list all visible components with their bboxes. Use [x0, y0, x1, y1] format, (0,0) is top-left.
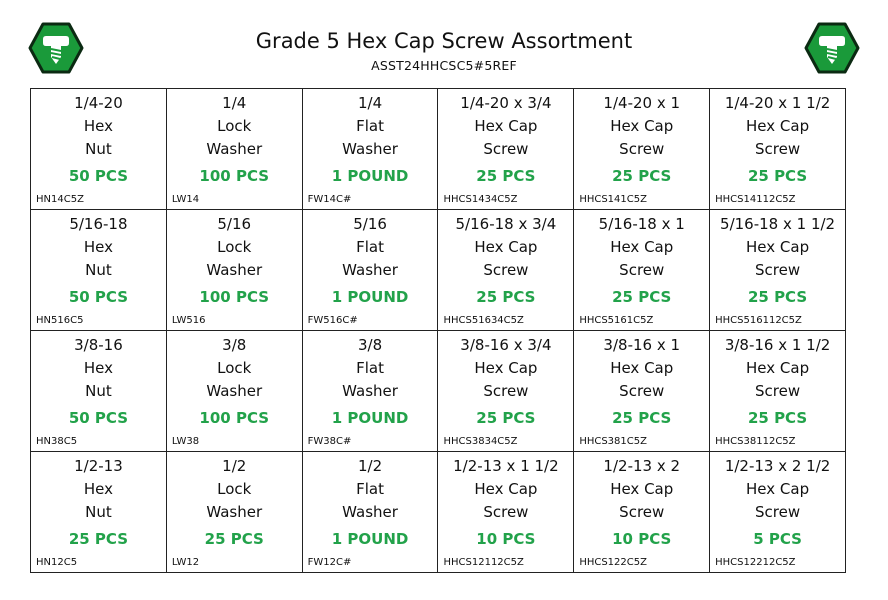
part-code: LW38 — [171, 436, 200, 447]
part-size: 1/2-13 x 2 1/2 — [724, 457, 831, 475]
part-type: Hex Cap — [610, 238, 674, 256]
part-quantity: 100 PCS — [199, 409, 270, 427]
compartment-cell — [574, 210, 710, 331]
part-type-secondary: Nut — [85, 503, 112, 521]
part-type: Flat — [356, 480, 384, 498]
table-row — [31, 89, 846, 210]
part-code: LW516 — [171, 315, 206, 326]
compartment-cell — [574, 452, 710, 573]
table-row — [31, 210, 846, 331]
part-type: Flat — [356, 238, 384, 256]
part-code: LW12 — [171, 557, 200, 568]
compartment-cell — [574, 89, 710, 210]
compartment-cell — [302, 331, 438, 452]
compartment-cell — [31, 452, 167, 573]
part-type: Hex Cap — [610, 359, 674, 377]
part-type: Hex Cap — [746, 359, 810, 377]
part-code: FW38C# — [307, 436, 352, 447]
part-quantity: 1 POUND — [331, 409, 409, 427]
part-size: 5/16-18 — [69, 215, 128, 233]
part-type-secondary: Screw — [619, 140, 665, 158]
table-row — [31, 331, 846, 452]
part-size: 1/2 — [222, 457, 247, 475]
part-type: Lock — [217, 117, 252, 135]
compartment-cell — [710, 452, 846, 573]
compartment — [438, 331, 573, 451]
part-code: HHCS38112C5Z — [715, 436, 796, 447]
part-code: HHCS122C5Z — [579, 557, 647, 568]
part-type: Hex — [83, 117, 113, 135]
compartment-cell — [302, 89, 438, 210]
part-size: 1/2-13 x 2 — [603, 457, 681, 475]
compartment — [167, 89, 302, 209]
compartment — [167, 331, 302, 451]
part-size: 5/16 — [353, 215, 387, 233]
part-quantity: 25 PCS — [68, 530, 128, 548]
part-code: FW516C# — [307, 315, 358, 326]
part-type: Flat — [356, 359, 384, 377]
compartment-cell — [302, 210, 438, 331]
part-quantity: 25 PCS — [476, 167, 536, 185]
compartment-cell — [710, 89, 846, 210]
table-row — [31, 452, 846, 573]
compartment — [167, 210, 302, 330]
part-quantity: 25 PCS — [747, 409, 808, 427]
part-type: Hex Cap — [610, 117, 674, 135]
part-size: 1/4-20 x 1 1/2 — [724, 94, 831, 112]
part-type-secondary: Washer — [206, 503, 263, 521]
compartment-cell — [438, 89, 574, 210]
part-type: Hex — [83, 480, 113, 498]
assortment-table — [30, 88, 846, 573]
part-type-secondary: Screw — [483, 503, 529, 521]
part-size: 1/4-20 x 3/4 — [460, 94, 552, 112]
part-quantity: 25 PCS — [612, 288, 672, 306]
part-type-secondary: Washer — [342, 503, 398, 521]
part-quantity: 25 PCS — [476, 409, 536, 427]
part-quantity: 25 PCS — [747, 167, 808, 185]
part-code: HHCS3834C5Z — [443, 436, 518, 447]
part-type-secondary: Screw — [755, 140, 801, 158]
part-quantity: 100 PCS — [199, 288, 270, 306]
compartment — [574, 89, 709, 209]
part-size: 3/8-16 — [74, 336, 123, 354]
part-code: FW14C# — [307, 194, 352, 205]
compartment — [574, 452, 709, 572]
compartment-cell — [302, 452, 438, 573]
part-code: HHCS516112C5Z — [715, 315, 802, 326]
part-quantity: 10 PCS — [476, 530, 536, 548]
part-size: 5/16-18 x 1 1/2 — [720, 215, 836, 233]
compartment-cell — [166, 452, 302, 573]
part-size: 3/8 — [358, 336, 383, 354]
part-type: Hex Cap — [746, 117, 810, 135]
page-title: Grade 5 Hex Cap Screw Assortment — [255, 29, 633, 53]
part-type-secondary: Screw — [755, 503, 801, 521]
part-size: 1/2-13 — [74, 457, 123, 475]
compartment — [710, 210, 845, 330]
compartment — [303, 89, 438, 209]
compartment — [31, 331, 166, 451]
compartment — [438, 210, 573, 330]
part-quantity: 100 PCS — [199, 167, 270, 185]
part-quantity: 25 PCS — [612, 409, 672, 427]
part-size: 5/16 — [217, 215, 252, 233]
part-type: Hex — [83, 238, 113, 256]
part-type-secondary: Nut — [85, 140, 112, 158]
compartment-cell — [438, 452, 574, 573]
compartment — [303, 331, 438, 451]
part-type-secondary: Screw — [483, 382, 529, 400]
compartment — [31, 89, 166, 209]
part-type: Lock — [217, 359, 252, 377]
part-code: HHCS141C5Z — [579, 194, 647, 205]
part-type: Hex Cap — [746, 480, 810, 498]
part-type: Flat — [356, 117, 384, 135]
compartment-cell — [166, 210, 302, 331]
part-quantity: 1 POUND — [331, 288, 409, 306]
part-type-secondary: Screw — [755, 382, 801, 400]
part-type-secondary: Screw — [619, 261, 665, 279]
part-quantity: 25 PCS — [747, 288, 808, 306]
compartment-cell — [166, 89, 302, 210]
part-code: HN38C5 — [36, 436, 78, 447]
part-size: 3/8-16 x 3/4 — [460, 336, 552, 354]
part-type: Hex Cap — [474, 238, 538, 256]
compartment — [438, 89, 573, 209]
compartment-cell — [710, 210, 846, 331]
compartment — [574, 210, 709, 330]
part-code: HHCS51634C5Z — [443, 315, 524, 326]
part-code: HHCS12112C5Z — [443, 557, 524, 568]
compartment-cell — [31, 89, 167, 210]
compartment — [710, 452, 845, 572]
part-size: 5/16-18 x 1 — [598, 215, 685, 233]
assortment-part-number: ASST24HHCSC5#5REF — [371, 58, 517, 73]
compartment — [31, 452, 166, 572]
part-type-secondary: Washer — [206, 382, 263, 400]
part-quantity: 10 PCS — [612, 530, 672, 548]
part-size: 1/4-20 — [74, 94, 123, 112]
part-type: Hex Cap — [474, 480, 538, 498]
part-quantity: 1 POUND — [331, 167, 409, 185]
part-code: HN12C5 — [36, 557, 78, 568]
part-type: Lock — [217, 238, 252, 256]
part-type-secondary: Washer — [206, 261, 263, 279]
part-code: HHCS14112C5Z — [715, 194, 796, 205]
part-type: Hex Cap — [610, 480, 674, 498]
part-code: HHCS1434C5Z — [443, 194, 518, 205]
part-type-secondary: Washer — [342, 261, 398, 279]
compartment-cell — [31, 331, 167, 452]
compartment — [438, 452, 573, 572]
compartment — [710, 331, 845, 451]
part-type-secondary: Washer — [206, 140, 263, 158]
part-code: HN14C5Z — [36, 194, 84, 205]
part-quantity: 50 PCS — [68, 288, 128, 306]
part-size: 1/4-20 x 1 — [603, 94, 681, 112]
part-quantity: 5 PCS — [753, 530, 802, 548]
part-code: HN516C5 — [36, 315, 84, 326]
part-size: 1/2 — [358, 457, 383, 475]
part-type-secondary: Screw — [755, 261, 801, 279]
part-quantity: 50 PCS — [68, 409, 128, 427]
part-quantity: 25 PCS — [612, 167, 672, 185]
part-type: Hex — [83, 359, 113, 377]
part-type-secondary: Nut — [85, 382, 112, 400]
compartment — [710, 89, 845, 209]
part-size: 3/8-16 x 1 — [603, 336, 681, 354]
part-type: Lock — [217, 480, 252, 498]
part-size: 3/8-16 x 1 1/2 — [724, 336, 831, 354]
part-type-secondary: Washer — [342, 140, 398, 158]
part-type-secondary: Screw — [483, 261, 529, 279]
part-size: 1/2-13 x 1 1/2 — [453, 457, 559, 475]
part-type-secondary: Nut — [85, 261, 112, 279]
compartment-cell — [574, 331, 710, 452]
part-type: Hex Cap — [474, 359, 538, 377]
part-type-secondary: Screw — [619, 503, 665, 521]
part-code: FW12C# — [307, 557, 352, 568]
part-quantity: 25 PCS — [204, 530, 264, 548]
part-size: 5/16-18 x 3/4 — [455, 215, 557, 233]
part-code: HHCS381C5Z — [579, 436, 647, 447]
part-size: 3/8 — [222, 336, 247, 354]
compartment-cell — [438, 210, 574, 331]
compartment-cell — [710, 331, 846, 452]
part-code: HHCS12212C5Z — [715, 557, 796, 568]
compartment-cell — [438, 331, 574, 452]
part-size: 1/4 — [358, 94, 383, 112]
part-type: Hex Cap — [474, 117, 538, 135]
compartment — [303, 210, 438, 330]
part-quantity: 1 POUND — [331, 530, 409, 548]
compartment-cell — [31, 210, 167, 331]
compartment — [303, 452, 438, 572]
compartment — [574, 331, 709, 451]
part-type-secondary: Screw — [483, 140, 529, 158]
compartment — [167, 452, 302, 572]
compartment-cell — [166, 331, 302, 452]
part-size: 1/4 — [222, 94, 247, 112]
part-code: HHCS5161C5Z — [579, 315, 654, 326]
part-type: Hex Cap — [746, 238, 810, 256]
part-type-secondary: Screw — [619, 382, 665, 400]
compartment — [31, 210, 166, 330]
part-quantity: 25 PCS — [476, 288, 536, 306]
part-code: LW14 — [171, 194, 200, 205]
part-quantity: 50 PCS — [68, 167, 128, 185]
part-type-secondary: Washer — [342, 382, 398, 400]
